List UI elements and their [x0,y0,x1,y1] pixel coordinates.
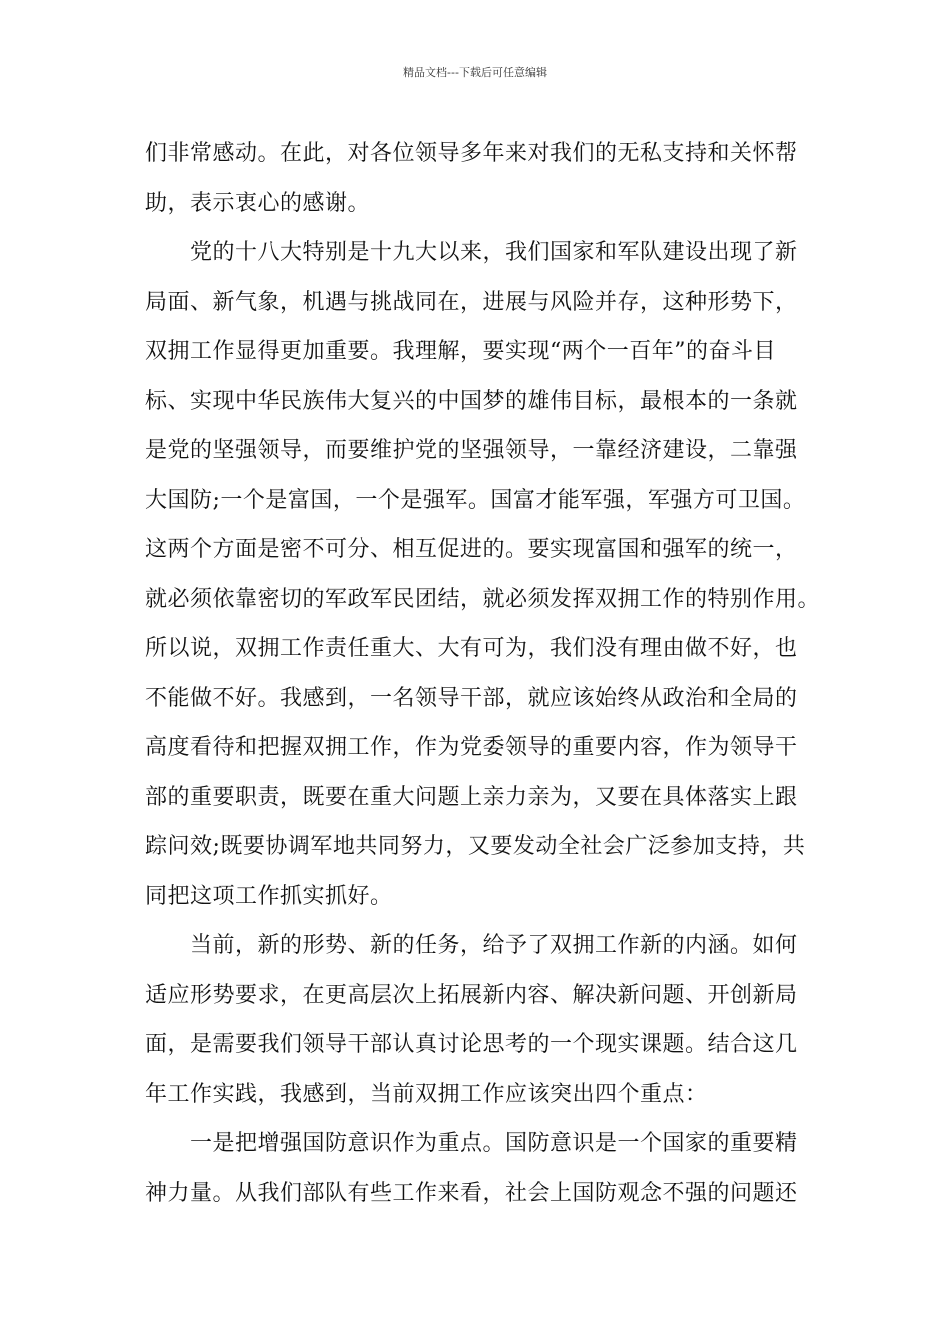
text-line: 这两个方面是密不可分、相互促进的。要实现富国和强军的统一， [145,537,798,562]
text-line: 标、实现中华民族伟大复兴的中国梦的雄伟目标，最根本的一条就 [145,388,798,414]
body-text [145,134,821,1223]
text-line: 高度看待和把握双拥工作，作为党委领导的重要内容，作为领导干 [145,735,798,760]
text-line: 党的十八大特别是十九大以来，我们国家和军队建设出现了新 [190,240,798,265]
text-line: 同把这项工作抓实抓好。 [145,883,393,909]
text-line: 大国防;一个是富国，一个是强军。国富才能军强，军强方可卫国。 [145,487,806,513]
text-line: 部的重要职责，既要在重大问题上亲力亲为，又要在具体落实上跟 [145,784,798,810]
text-line: 所以说，双拥工作责任重大、大有可为，我们没有理由做不好，也 [145,636,798,661]
text-line: 神力量。从我们部队有些工作来看，社会上国防观念不强的问题还 [145,1180,798,1206]
text-line: 年工作实践，我感到，当前双拥工作应该突出四个重点： [145,1081,708,1107]
page-header: 精品文档---下载后可任意编辑 [403,66,547,79]
text-line: 适应形势要求，在更高层次上拓展新内容、解决新问题、开创新局 [145,982,798,1008]
text-line: 一是把增强国防意识作为重点。国防意识是一个国家的重要精 [190,1131,798,1156]
text-line: 就必须依靠密切的军政军民团结，就必须发挥双拥工作的特别作用。 [145,586,821,612]
text-line: 局面、新气象，机遇与挑战同在，进展与风险并存，这种形势下， [145,289,798,315]
text-line: 助，表示衷心的感谢。 [145,190,371,216]
text-line: 踪问效;既要协调军地共同努力，又要发动全社会广泛参加支持，共 [145,834,806,859]
text-line: 不能做不好。我感到，一名领导干部，就应该始终从政治和全局的 [145,685,798,711]
text-line: 们非常感动。在此，对各位领导多年来对我们的无私支持和关怀帮 [145,141,798,166]
text-line: 双拥工作显得更加重要。我理解，要实现“两个一百年”的奋斗目 [145,339,776,364]
text-line: 是党的坚强领导，而要维护党的坚强领导，一靠经济建设，二靠强 [145,438,798,463]
text-line: 当前，新的形势、新的任务，给予了双拥工作新的内涵。如何 [190,933,798,958]
text-line: 面，是需要我们领导干部认真讨论思考的一个现实课题。结合这几 [145,1032,798,1057]
